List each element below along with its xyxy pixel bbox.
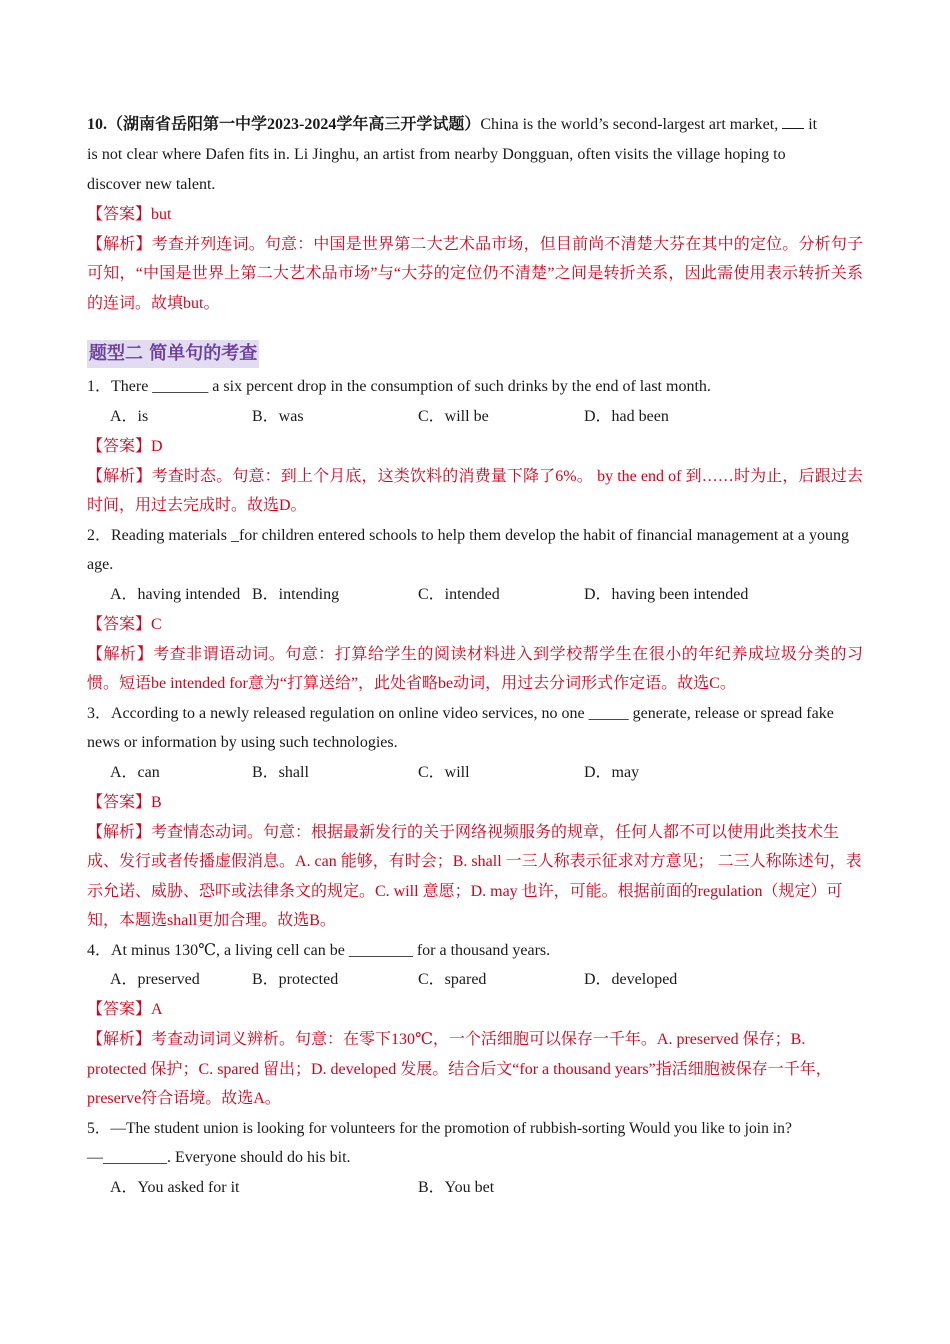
option-d: D．may (584, 763, 640, 781)
question-stem: 3．According to a newly released regulation on online video services, no one _____ generate, release or spread fake news or information by using such technologies. (87, 704, 834, 751)
option-d: D．had been (584, 407, 669, 425)
analysis-text: 【解析】考查时态。句意：到上个月底，这类饮料的消费量下降了6%。 by the end of 到……时为止，后跟过去时间，用过去完成时。故选D。 (87, 467, 863, 514)
answer-label: 【答案】C (87, 615, 162, 633)
option-a: A．is (110, 407, 149, 425)
option-a: A．having intended (110, 585, 241, 603)
question-stem: 1．There _______ a six percent drop in the consumption of such drinks by the end of last month. (87, 378, 711, 395)
option-a: A．preserved (110, 971, 200, 988)
analysis-text: 【解析】考查动词词义辨析。句意：在零下130℃，一个活细胞可以保存一千年。A. preserved 保存；B. protected 保护；C. spared 留出；D. developed 发展。结合后文“for a thousand years”指活细胞被保存一千年，preserve符合语境。故选A。 (87, 1031, 832, 1107)
answer-label: 【答案】A (87, 1001, 163, 1018)
answer-label: 【答案】but (87, 205, 172, 223)
question-number: 10. (87, 116, 107, 133)
option-b: B．You bet (418, 1179, 495, 1196)
dialogue-reply: —________. Everyone should do his bit. (87, 1149, 351, 1166)
question-10-line3: discover new talent. (87, 175, 216, 193)
option-d: D．developed (584, 971, 678, 988)
analysis-text: 【解析】考查并列连词。句意：中国是世界第二大艺术品市场，但目前尚不清楚大芬在其中的定位。分析句子可知，“中国是世界上第二大艺术品市场”与“大芬的定位仍不清楚”之间是转折关系，因此需使用表示转折关系的连词。故填but。 (87, 235, 863, 312)
answer-label: 【答案】B (87, 793, 162, 811)
option-c: C．spared (418, 971, 487, 988)
question-text: it (808, 116, 818, 133)
section-title: 题型二 简单句的考查 (87, 340, 259, 368)
option-b: B．shall (252, 763, 309, 781)
question-stem: 5．—The student union is looking for volunteers for the promotion of rubbish-sorting Would you like to join in? (87, 1119, 792, 1137)
option-c: C．will be (418, 407, 489, 425)
analysis-text: 【解析】考查情态动词。句意：根据最新发行的关于网络视频服务的规章，任何人都不可以使用此类技术生成、发行或者传播虚假消息。A. can 能够，有时会；B. shall 一三人称表示征求对方意见； 二三人称陈述句，表示允诺、威胁、恐吓或法律条文的规定。C. will 意愿；D. may 也许，可能。根据前面的regulation（规定）可知，本题选shall更加合理。故选B。 (87, 823, 862, 929)
option-b: B．intending (252, 585, 340, 603)
question-stem: 4．At minus 130℃, a living cell can be ________ for a thousand years. (87, 941, 551, 959)
option-c: C．will (418, 763, 470, 781)
question-source: （湖南省岳阳第一中学2023-2024学年高三开学试题） (107, 116, 481, 133)
option-a: A．You asked for it (110, 1179, 240, 1196)
question-stem: 2．Reading materials _for children entered schools to help them develop the habit of financial management at a young age. (87, 526, 849, 573)
question-10-line2: is not clear where Dafen fits in. Li Jinghu, an artist from nearby Dongguan, often visits the village hoping to (87, 145, 786, 163)
options-row (87, 580, 863, 610)
answer-blank (782, 114, 804, 129)
options-row (87, 965, 863, 995)
option-b: B．was (252, 407, 304, 425)
question-text: China is the world’s second-largest art market, (480, 116, 779, 133)
option-a: A．can (110, 763, 160, 781)
options-row (87, 758, 863, 788)
options-row (87, 1173, 863, 1203)
options-row (87, 402, 863, 432)
option-d: D．having been intended (584, 585, 749, 603)
analysis-text: 【解析】考查非谓语动词。句意：打算给学生的阅读材料进入到学校帮学生在很小的年纪养成垃圾分类的习惯。短语be intended for意为“打算送给”，此处省略be动词，用过去分词形式作定语。故选C。 (87, 645, 863, 692)
document-content (87, 110, 863, 1203)
option-c: C．intended (418, 585, 500, 603)
question-10-stem (87, 110, 863, 140)
answer-label: 【答案】D (87, 437, 163, 455)
option-b: B．protected (252, 971, 339, 988)
